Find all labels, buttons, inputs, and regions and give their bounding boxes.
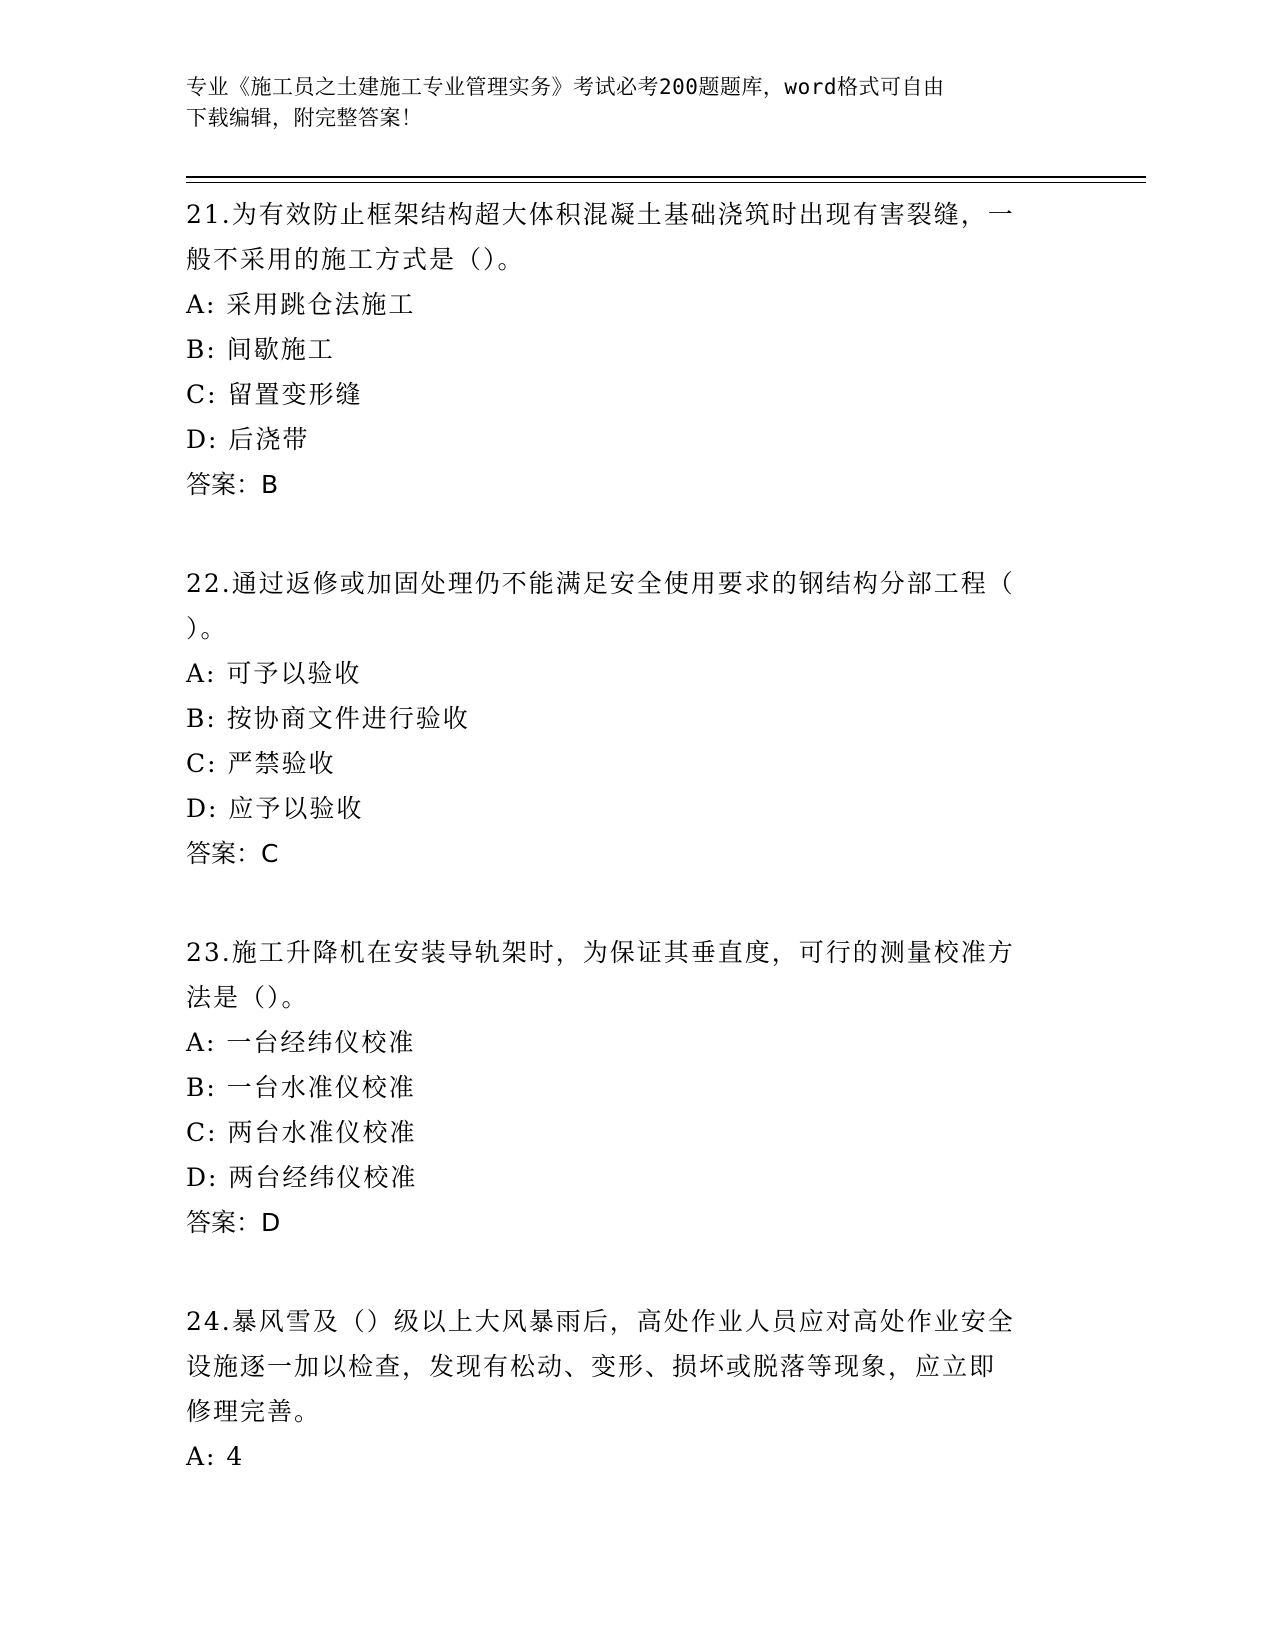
option-c: C: 两台水准仪校准 — [186, 1118, 417, 1147]
answer-line: 答案：B — [186, 470, 279, 499]
option-a: A: 4 — [186, 1442, 245, 1471]
question-stem-line: 设施逐一加以检查，发现有松动、变形、损坏或脱落等现象，应立即 — [186, 1352, 997, 1381]
option-a: A: 采用跳仓法施工 — [186, 290, 416, 319]
option-a: A: 可予以验收 — [186, 659, 362, 688]
question-24 — [186, 1299, 1066, 1479]
header-divider-thick — [186, 176, 1146, 178]
header-divider-thin — [186, 182, 1146, 183]
option-b: B: 间歇施工 — [186, 335, 335, 364]
question-stem-line: 21.为有效防止框架结构超大体积混凝土基础浇筑时出现有害裂缝，一 — [186, 200, 1015, 229]
question-stem-line: 法是（）。 — [186, 983, 309, 1012]
answer-line: 答案：D — [186, 1208, 281, 1237]
option-b: B: 一台水准仪校准 — [186, 1073, 416, 1102]
option-d: D: 两台经纬仪校准 — [186, 1163, 418, 1192]
question-stem-line: ）。 — [186, 614, 228, 643]
answer-line: 答案：C — [186, 839, 279, 868]
question-list — [186, 192, 1066, 1533]
question-23 — [186, 930, 1066, 1245]
question-22 — [186, 561, 1066, 876]
question-stem-line: 般不采用的施工方式是（）。 — [186, 245, 525, 274]
option-c: C: 严禁验收 — [186, 749, 336, 778]
document-header — [186, 72, 1066, 134]
header-line-1: 专业《施工员之土建施工专业管理实务》考试必考200题题库，word格式可自由 — [186, 75, 945, 99]
option-b: B: 按协商文件进行验收 — [186, 704, 470, 733]
option-c: C: 留置变形缝 — [186, 380, 363, 409]
option-d: D: 后浇带 — [186, 425, 310, 454]
option-a: A: 一台经纬仪校准 — [186, 1028, 416, 1057]
option-d: D: 应予以验收 — [186, 794, 364, 823]
question-stem-line: 修理完善。 — [186, 1397, 322, 1426]
header-line-2: 下载编辑，附完整答案！ — [186, 106, 423, 130]
question-stem-line: 22.通过返修或加固处理仍不能满足安全使用要求的钢结构分部工程（ — [186, 569, 1015, 598]
question-stem-line: 24.暴风雪及（）级以上大风暴雨后，高处作业人员应对高处作业安全 — [186, 1307, 1015, 1336]
question-stem-line: 23.施工升降机在安装导轨架时，为保证其垂直度，可行的测量校准方 — [186, 938, 1015, 967]
question-21 — [186, 192, 1066, 507]
